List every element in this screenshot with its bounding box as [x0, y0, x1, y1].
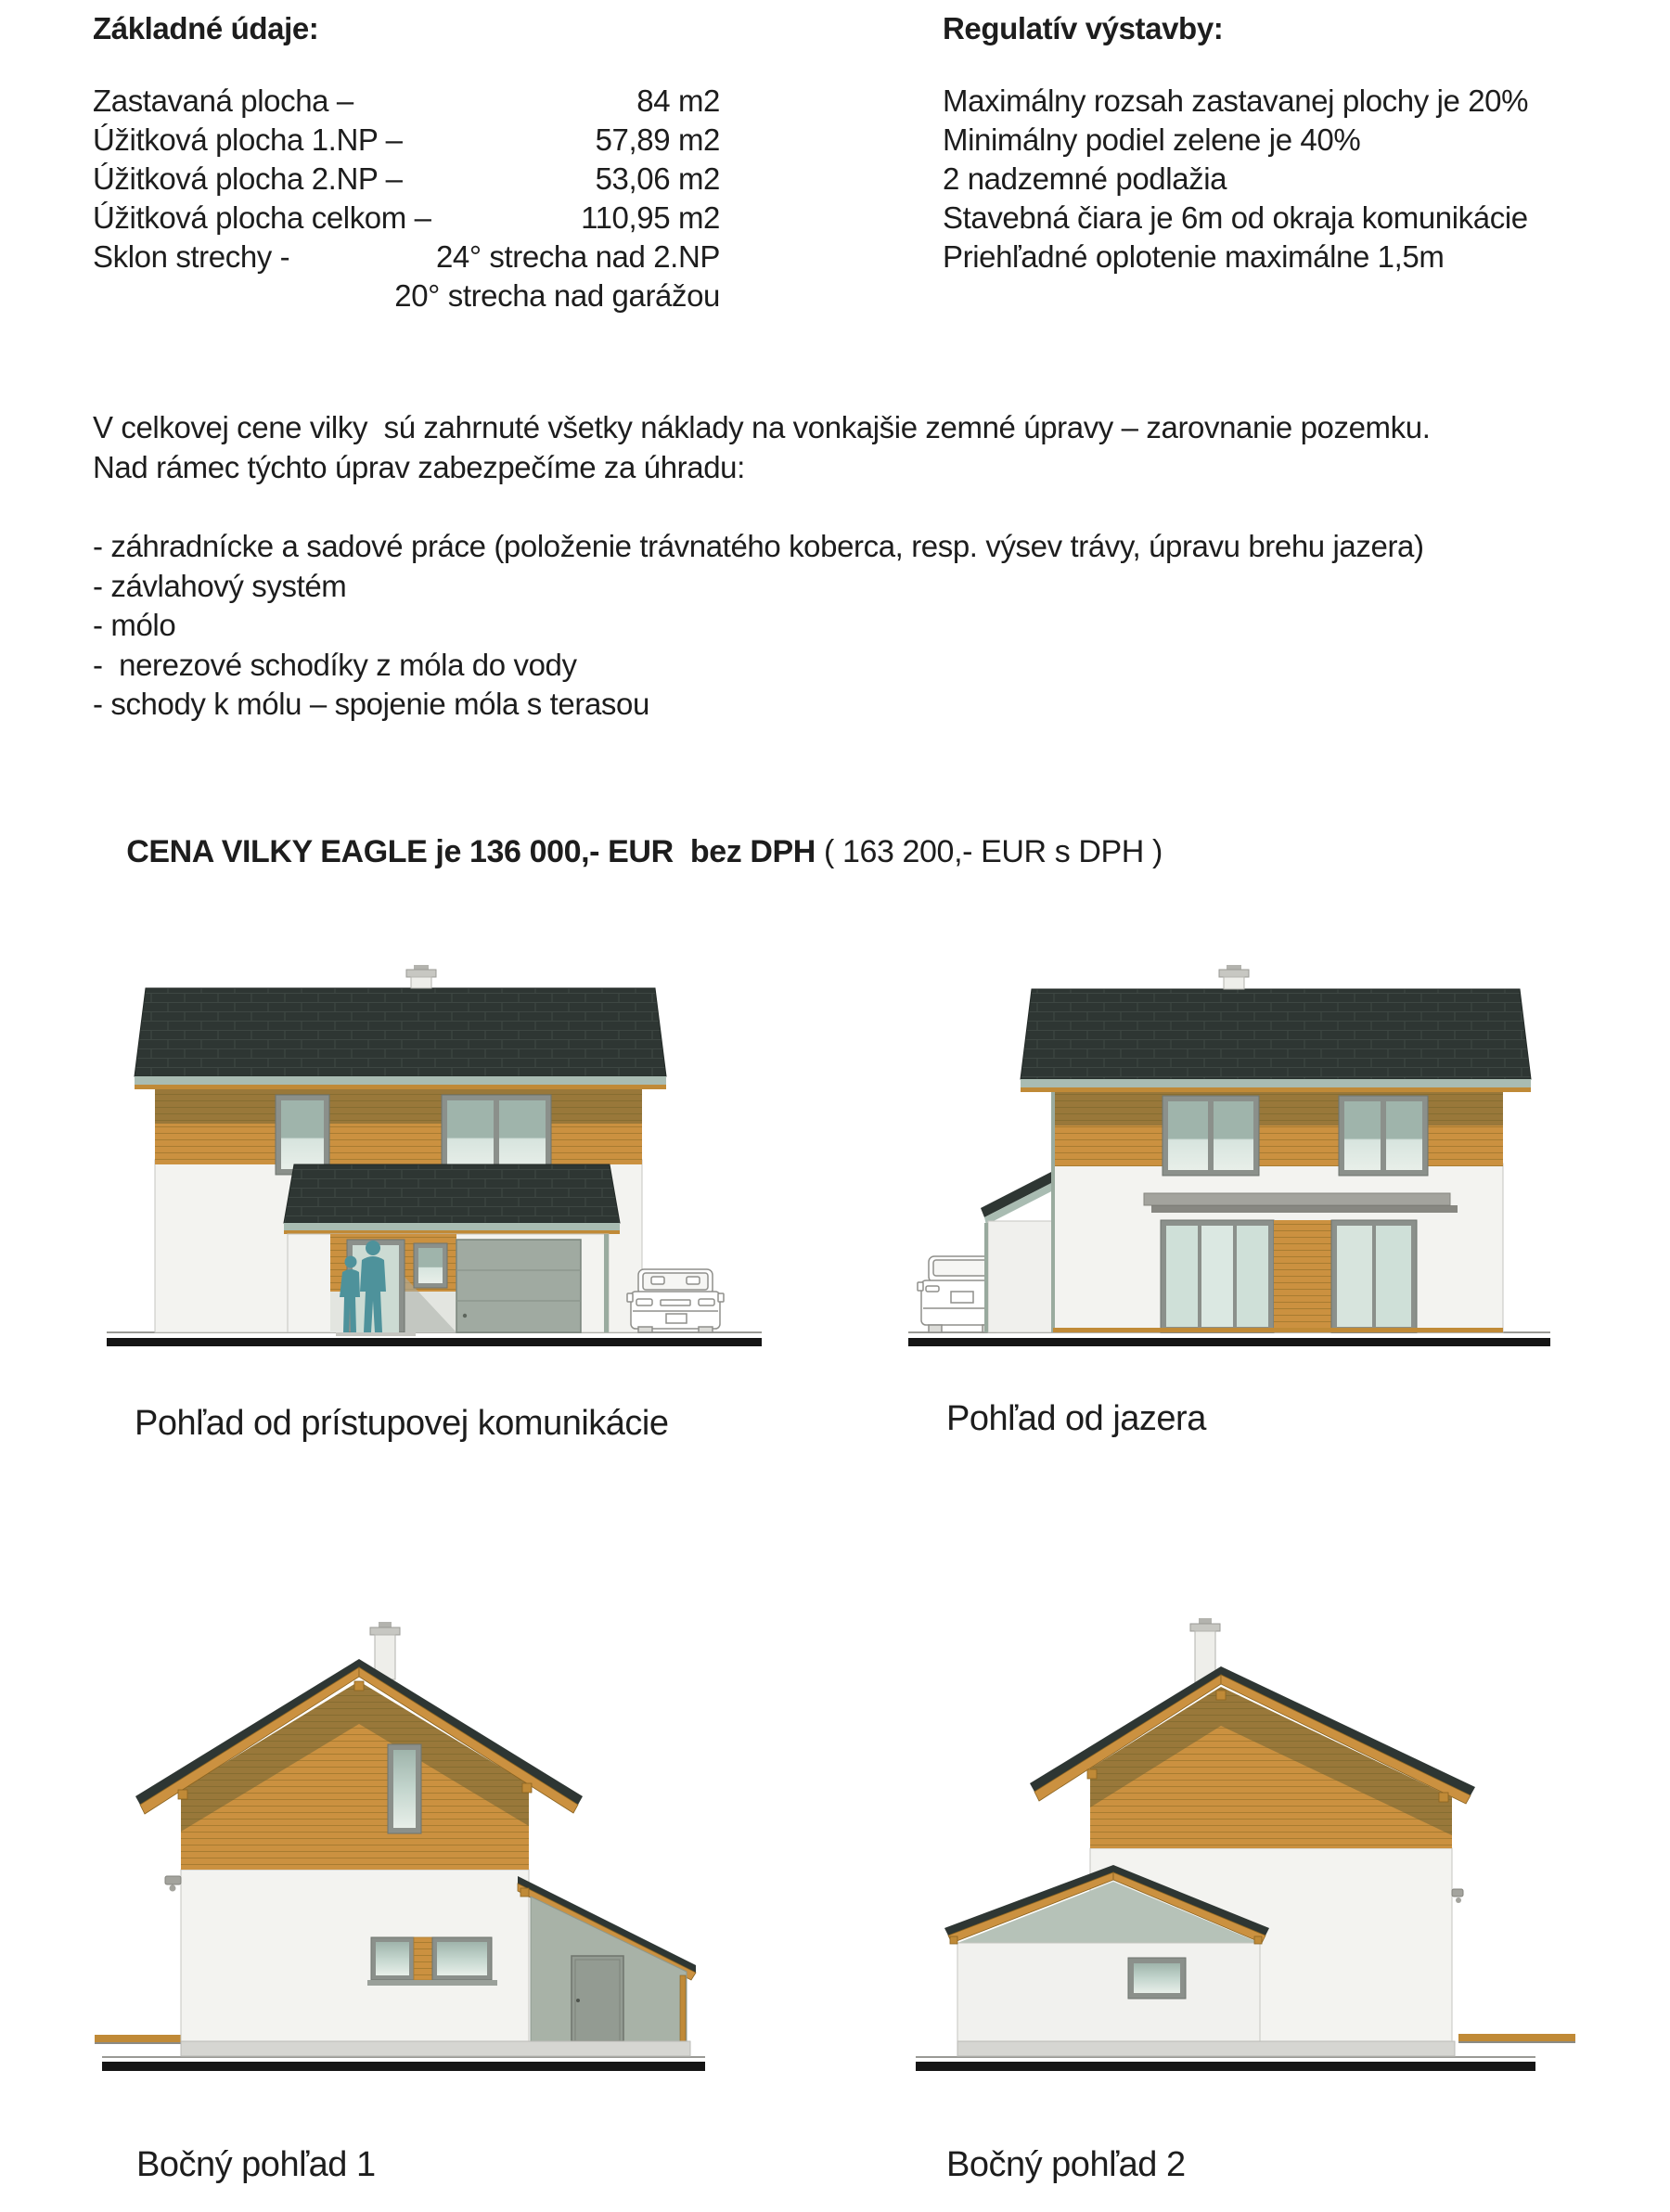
terrace-strip	[1458, 2034, 1575, 2043]
ground-line	[102, 2056, 705, 2071]
elevation-side1-drawing	[93, 1605, 742, 2088]
list-item: - záhradnícke a sadové práce (položenie trávnatého koberca, resp. výsev trávy, úpravu brehu jazera)	[93, 529, 1424, 563]
list-item: - závlahový systém	[93, 568, 347, 603]
entry-step	[336, 1332, 416, 1336]
cost-note-line: Nad rámec týchto úprav zabezpečíme za úhradu:	[93, 449, 745, 484]
extras-list	[93, 527, 1577, 725]
list-item: - nerezové schodíky z móla do vody	[93, 647, 577, 682]
garage-window	[1128, 1958, 1186, 1999]
row-value: 57,89 m2	[595, 122, 720, 157]
regulation-line: Priehľadné oplotenie maximálne 1,5m	[943, 239, 1445, 274]
row-label: Úžitková plocha 1.NP –	[93, 122, 403, 157]
table-row	[93, 121, 720, 160]
list-item: - schody k mólu – spojenie móla s terasou	[93, 687, 649, 722]
elevation-front-drawing	[93, 965, 779, 1355]
terrace-strip	[95, 2035, 181, 2044]
upper-window-pair	[1339, 1096, 1428, 1176]
chimney	[1219, 965, 1249, 989]
upper-window-pair	[442, 1095, 551, 1175]
price-line	[93, 798, 1163, 907]
regulation-line: Minimálny podiel zelene je 40%	[943, 122, 1361, 157]
caption-side2: Bočný pohľad 2	[946, 2145, 1186, 2184]
main-roof	[1021, 989, 1531, 1092]
table-row	[93, 82, 720, 121]
regulation-line: Stavebná čiara je 6m od okraja komunikácie	[943, 200, 1528, 235]
price-bold: CENA VILKY EAGLE je 136 000,- EUR bez DPH	[126, 834, 816, 869]
regulation-line: 2 nadzemné podlažia	[943, 161, 1227, 196]
downspout-bracket	[1452, 1889, 1463, 1903]
main-roof	[135, 988, 666, 1089]
cost-note-line: V celkovej cene vilky sú zahrnuté všetky náklady na vonkajšie zemné úpravy – zarovnanie pozemku.	[93, 410, 1431, 444]
entry-window	[414, 1243, 447, 1288]
row-label: Sklon strechy -	[93, 239, 290, 274]
glass-doors-right	[1331, 1220, 1417, 1332]
elevation-side1-svg	[93, 1605, 742, 2088]
caption-side1: Bočný pohľad 1	[136, 2145, 376, 2184]
price-vat: ( 163 200,- EUR s DPH )	[815, 834, 1163, 869]
garage-lean-to	[518, 1876, 696, 2041]
table-row	[93, 199, 720, 238]
garage-side-roof	[981, 1170, 1060, 1332]
table-row	[93, 238, 720, 276]
row-label: Úžitková plocha celkom –	[93, 200, 431, 235]
row-label: Úžitková plocha 2.NP –	[93, 161, 403, 196]
ground-line	[107, 1331, 762, 1346]
wood-cladding-band	[155, 1088, 642, 1164]
roof-post	[680, 1975, 686, 2041]
elevation-side2-drawing	[891, 1605, 1577, 2088]
garage-door	[572, 1956, 623, 2041]
basic-data-table	[93, 82, 720, 315]
regulation-line: Maximálny rozsah zastavanej plochy je 20%	[943, 84, 1529, 118]
list-item: - mólo	[93, 608, 176, 643]
row-label: Zastavaná plocha –	[93, 84, 353, 118]
elevation-side2-svg	[891, 1605, 1577, 2088]
porch-post	[604, 1234, 609, 1332]
wall-lamp-icon	[165, 1876, 181, 1892]
table-row	[93, 160, 720, 199]
gable-wood-cladding	[181, 1681, 529, 1870]
garage-roof	[284, 1164, 620, 1234]
elevation-lake-svg	[895, 965, 1554, 1355]
wood-cladding-band	[1053, 1090, 1503, 1166]
caption-lake: Pohľad od jazera	[946, 1399, 1206, 1438]
awning	[1144, 1193, 1458, 1213]
cost-note	[93, 408, 1577, 487]
ground-line	[908, 1331, 1550, 1346]
wood-pillar	[1274, 1220, 1331, 1332]
chimney	[406, 965, 436, 988]
row-value: 20° strecha nad garážou	[394, 278, 720, 313]
elevation-front-svg	[93, 965, 779, 1355]
garage-door	[456, 1240, 581, 1332]
elevation-lake-drawing	[895, 965, 1554, 1355]
row-value: 110,95 m2	[581, 200, 720, 235]
plinth	[181, 2041, 690, 2056]
caption-front: Pohľad od prístupovej komunikácie	[135, 1404, 669, 1443]
glass-doors-left	[1161, 1220, 1274, 1332]
row-value: 53,06 m2	[595, 161, 720, 196]
regulations-title: Regulatív výstavby:	[943, 11, 1224, 45]
row-value: 24° strecha nad 2.NP	[435, 239, 720, 274]
gable-window	[388, 1744, 421, 1833]
table-row	[93, 276, 720, 315]
regulations-list	[943, 82, 1648, 276]
upper-window-pair	[1163, 1096, 1259, 1176]
basic-data-title: Základné údaje:	[93, 11, 319, 45]
side-window-pair	[367, 1937, 497, 1986]
row-value: 84 m2	[636, 84, 720, 118]
terrace-sill	[1053, 1328, 1503, 1332]
plinth	[957, 2041, 1455, 2056]
upper-window	[276, 1095, 329, 1175]
downpipe	[1051, 1090, 1055, 1332]
ground-line	[916, 2056, 1535, 2071]
car-icon	[627, 1269, 724, 1332]
